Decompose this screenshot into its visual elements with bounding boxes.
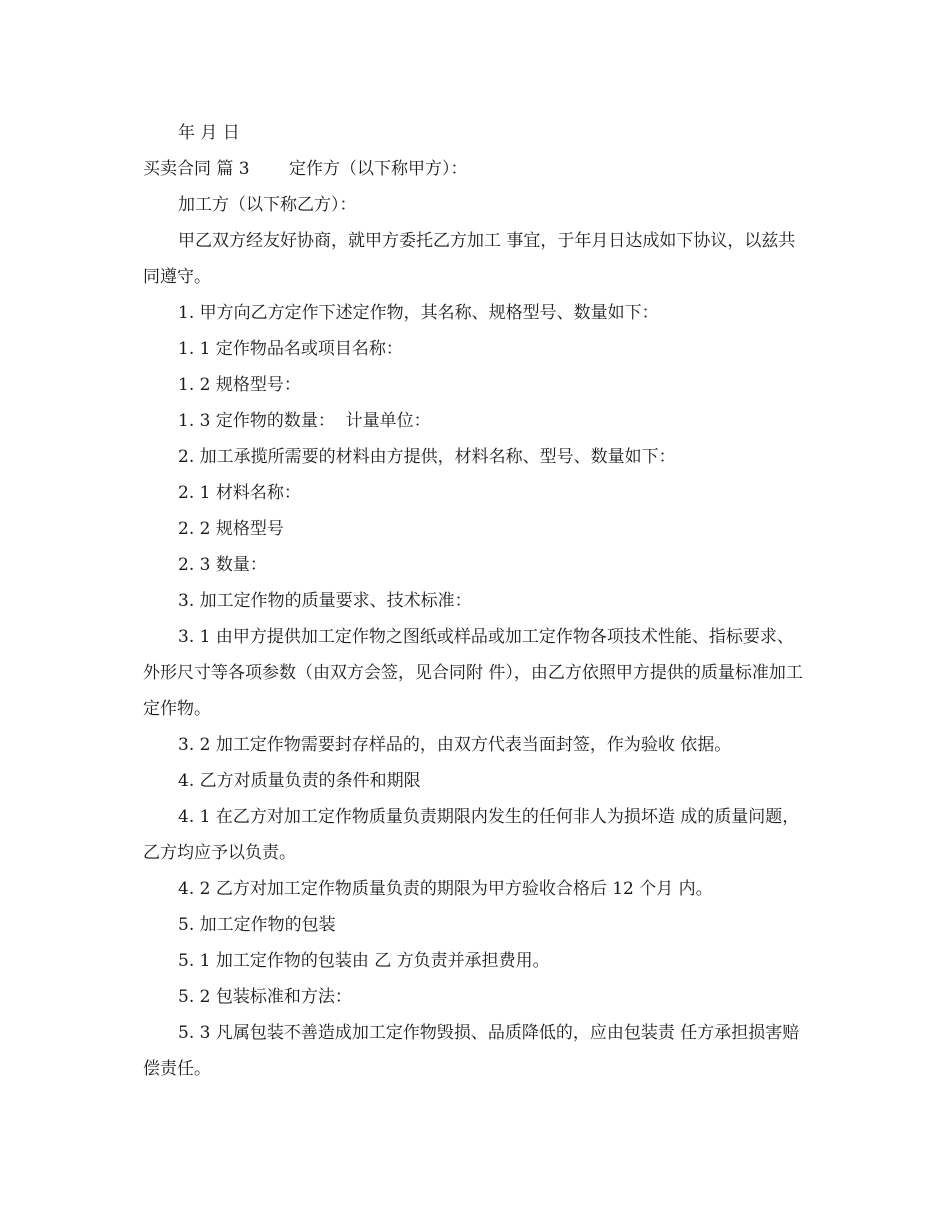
party-b-line: 加工方（以下称乙方）：	[178, 195, 357, 215]
clause-2-1: 2. 1 材料名称：	[178, 483, 301, 503]
clause-4-2: 4. 2 乙方对加工定作物质量负责的期限为甲方验收合格后 12 个月 内。	[178, 879, 713, 899]
clause-3: 3. 加工定作物的质量要求、技术标准：	[178, 591, 472, 611]
clause-3-2: 3. 2 加工定作物需要封存样品的，由双方代表当面封签，作为验收 依据。	[178, 735, 732, 755]
clause-4: 4. 乙方对质量负责的条件和期限	[178, 771, 421, 791]
clause-5-3: 5. 3 凡属包装不善造成加工定作物毁损、品质降低的，应由包装责 任方承担损害赔偿责任。	[143, 1023, 800, 1079]
document-body	[143, 115, 808, 1087]
clause-3-1: 3. 1 由甲方提供加工定作物之图纸或样品或加工定作物各项技术性能、指标要求、外形尺寸等各项参数（由双方会签，见合同附 件），由乙方依照甲方提供的质量标准加工定作物。	[143, 627, 803, 719]
date-line: 年 月 日	[178, 123, 240, 143]
preamble-paragraph: 甲乙双方经友好协商，就甲方委托乙方加工 事宜，于年月日达成如下协议，以兹共同遵守。	[143, 231, 796, 287]
clause-4-1: 4. 1 在乙方对加工定作物质量负责期限内发生的任何非人为损坏造 成的质量问题，乙方均应予以负责。	[143, 807, 800, 863]
clause-1-2: 1. 2 规格型号：	[178, 375, 301, 395]
clause-5-2: 5. 2 包装标准和方法：	[178, 987, 352, 1007]
clause-1-3: 1. 3 定作物的数量： 计量单位：	[178, 411, 431, 431]
clause-2: 2. 加工承揽所需要的材料由方提供，材料名称、型号、数量如下：	[178, 447, 676, 467]
clause-5-1: 5. 1 加工定作物的包装由 乙 方负责并承担费用。	[178, 951, 550, 971]
clause-1: 1. 甲方向乙方定作下述定作物，其名称、规格型号、数量如下：	[178, 303, 659, 323]
clause-1-1: 1. 1 定作物品名或项目名称：	[178, 339, 403, 359]
clause-2-2: 2. 2 规格型号	[178, 519, 284, 539]
clause-2-3: 2. 3 数量：	[178, 555, 267, 575]
contract-heading: 买卖合同 篇 3 定作方（以下称甲方）：	[143, 159, 468, 179]
clause-5: 5. 加工定作物的包装	[178, 915, 336, 935]
